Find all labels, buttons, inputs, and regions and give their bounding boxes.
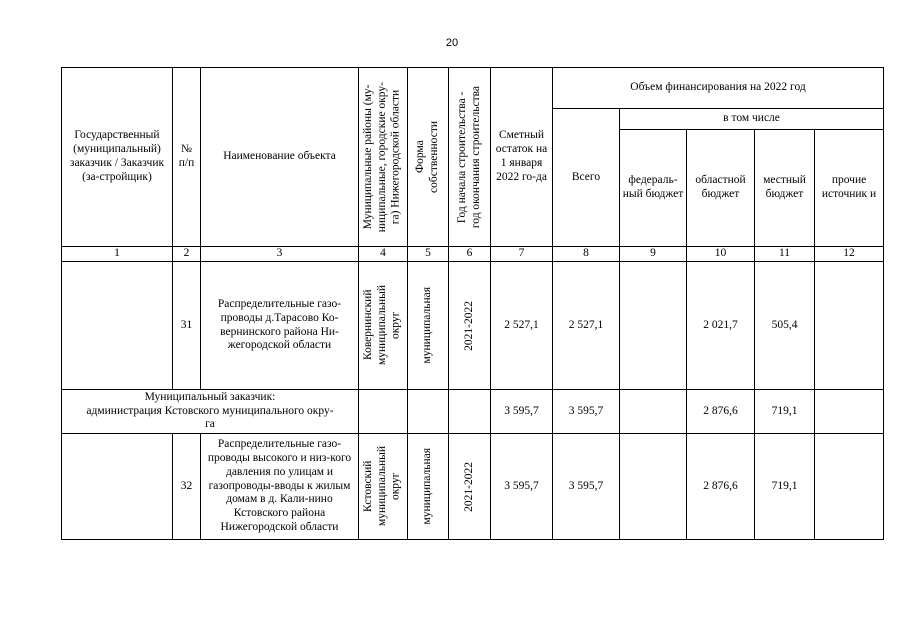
header-districts — [359, 68, 408, 247]
page-number: 20 — [445, 37, 459, 49]
row-other — [815, 434, 884, 540]
row-federal — [620, 434, 687, 540]
row-district — [359, 434, 408, 540]
row-num: 32 — [173, 434, 201, 540]
header-including: в том числе — [620, 109, 884, 130]
header-regional: областной бюджет — [687, 130, 755, 247]
header-funding: Объем финансирования на 2022 год — [553, 68, 884, 109]
row-num: 31 — [173, 262, 201, 390]
row-total: 3 595,7 — [553, 434, 620, 540]
row-total: 3 595,7 — [553, 390, 620, 434]
header-ownership — [408, 68, 449, 247]
row-total: 2 527,1 — [553, 262, 620, 390]
row-district-text: Кстовский муниципальный округ — [362, 446, 402, 527]
header-object-name: Наименование объекта — [201, 68, 359, 247]
row-years-text: 2021-2022 — [462, 461, 475, 512]
row-customer — [62, 434, 173, 540]
header-num: № п/п — [173, 68, 201, 247]
row-district — [359, 262, 408, 390]
row-estimate: 3 595,7 — [491, 434, 553, 540]
row-regional: 2 021,7 — [687, 262, 755, 390]
header-other: прочие источник и — [815, 130, 884, 247]
column-number: 7 — [491, 247, 553, 262]
column-number: 5 — [408, 247, 449, 262]
row-district — [359, 390, 408, 434]
row-ownership — [408, 434, 449, 540]
row-estimate: 2 527,1 — [491, 262, 553, 390]
row-years — [449, 390, 491, 434]
header-federal: федераль-ный бюджет — [620, 130, 687, 247]
row-ownership-text: муниципальная — [421, 287, 434, 364]
table-row — [62, 390, 884, 434]
municipal-customer-label: Муниципальный заказчик: администрация Кстовского муниципального окру- га — [62, 390, 359, 434]
row-local: 719,1 — [755, 434, 815, 540]
table-row — [62, 262, 884, 390]
row-customer — [62, 262, 173, 390]
row-ownership-text: муниципальная — [421, 448, 434, 525]
column-number: 10 — [687, 247, 755, 262]
header-total: Всего — [553, 109, 620, 247]
column-number: 2 — [173, 247, 201, 262]
row-other — [815, 262, 884, 390]
header-ownership-text: Форма собственности — [414, 121, 440, 193]
row-federal — [620, 390, 687, 434]
column-number: 9 — [620, 247, 687, 262]
column-number: 11 — [755, 247, 815, 262]
column-number: 12 — [815, 247, 884, 262]
row-years-text: 2021-2022 — [462, 300, 475, 351]
column-number-row — [62, 247, 884, 262]
column-number: 4 — [359, 247, 408, 262]
row-regional: 2 876,6 — [687, 434, 755, 540]
header-years — [449, 68, 491, 247]
row-federal — [620, 262, 687, 390]
row-regional: 2 876,6 — [687, 390, 755, 434]
header-years-text: Год начала строительства - год окончания строительства — [455, 85, 482, 229]
row-years — [449, 434, 491, 540]
row-years — [449, 262, 491, 390]
column-number: 1 — [62, 247, 173, 262]
column-number: 6 — [449, 247, 491, 262]
row-estimate: 3 595,7 — [491, 390, 553, 434]
header-districts-text: Муниципальные районы (му- ниципальные, городские окру- га) Нижегородской области — [362, 81, 402, 233]
row-local: 719,1 — [755, 390, 815, 434]
table-row — [62, 434, 884, 540]
row-local: 505,4 — [755, 262, 815, 390]
row-ownership — [408, 262, 449, 390]
row-district-text: Ковернинский муниципальный округ — [362, 285, 402, 366]
financing-table — [61, 67, 884, 540]
row-object-name: Распределительные газо-проводы высокого и низ-кого давления по улицам и газопроводы-вводы к жилым домам в д. Кали-нино Кстовского района Нижегородской области — [201, 434, 359, 540]
column-number: 3 — [201, 247, 359, 262]
header-customer: Государственный (муниципальный) заказчик / Заказчик (за-стройщик) — [62, 68, 173, 247]
header-local: местный бюджет — [755, 130, 815, 247]
header-estimate: Сметный остаток на 1 января 2022 го-да — [491, 68, 553, 247]
row-ownership — [408, 390, 449, 434]
row-other — [815, 390, 884, 434]
column-number: 8 — [553, 247, 620, 262]
row-object-name: Распределительные газо-проводы д.Тарасово Ко-вернинского района Ни-жегородской области — [201, 262, 359, 390]
